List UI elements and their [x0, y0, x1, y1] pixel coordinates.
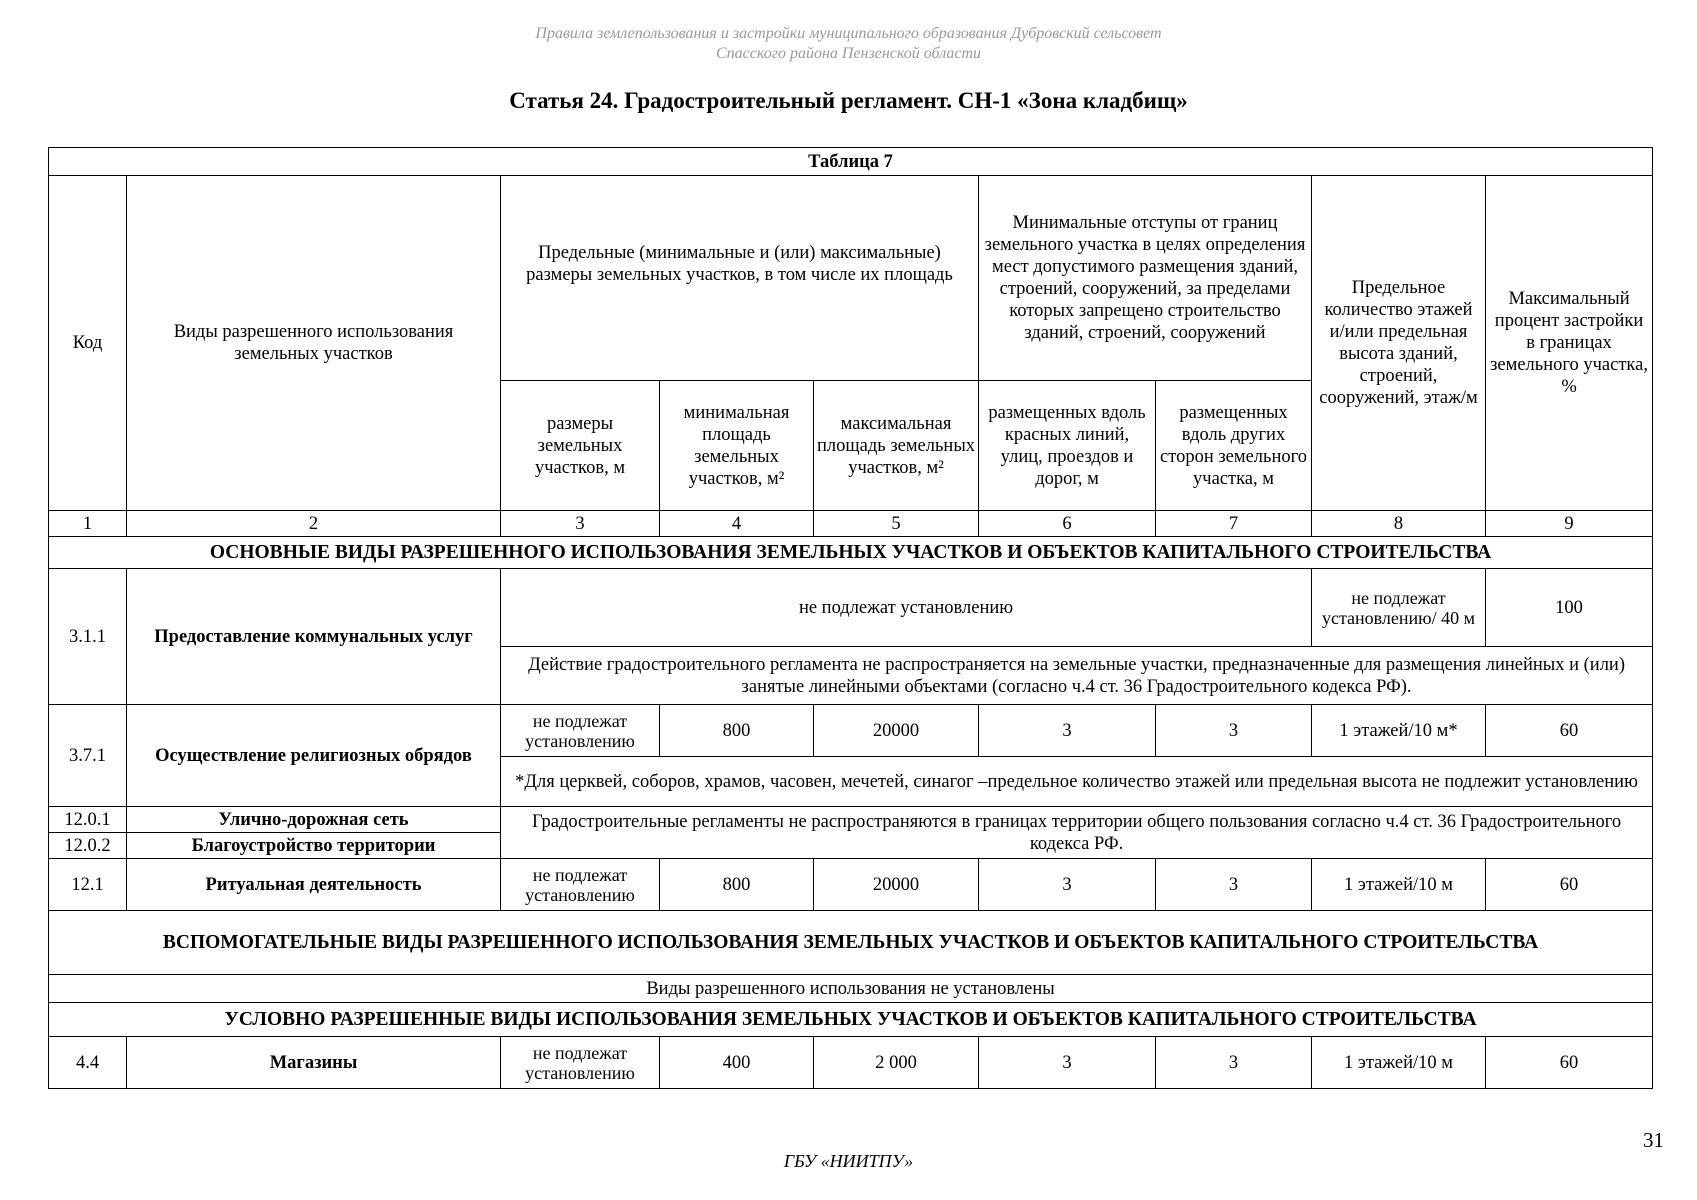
row-name: Улично-дорожная сеть — [127, 807, 501, 833]
row-code: 12.0.2 — [49, 833, 127, 859]
row-code: 12.0.1 — [49, 807, 127, 833]
row-name: Осуществление религиозных обрядов — [127, 705, 501, 807]
header-code: Код — [49, 176, 127, 511]
row-coverage: 60 — [1486, 859, 1653, 911]
row-coverage: 60 — [1486, 1037, 1653, 1089]
aux-note: Виды разрешенного использования не установлены — [49, 975, 1653, 1003]
row-size: не подлежат установлению — [501, 1037, 660, 1089]
row-setback-other: 3 — [1156, 1037, 1312, 1089]
column-number: 4 — [660, 511, 814, 537]
header-min-area: минимальная площадь земельных участков, м² — [660, 381, 814, 511]
row-code: 12.1 — [49, 859, 127, 911]
page-number: 31 — [1643, 1128, 1664, 1152]
row-coverage: 60 — [1486, 705, 1653, 757]
section-cond-heading: УСЛОВНО РАЗРЕШЕННЫЕ ВИДЫ ИСПОЛЬЗОВАНИЯ ЗЕМЕЛЬНЫХ УЧАСТКОВ И ОБЪЕКТОВ КАПИТАЛЬНОГО СТРОИТЕЛЬСТВА — [49, 1003, 1653, 1037]
row-floors: не подлежат установлению/ 40 м — [1312, 569, 1486, 647]
running-header — [0, 24, 1697, 64]
regulation-table — [48, 147, 1653, 1089]
row-max-area: 2 000 — [814, 1037, 979, 1089]
header-setbacks-group: Минимальные отступы от границ земельного участка в целях определения мест допустимого размещения зданий, строений, сооружений, за пределами которых запрещено строительство зданий, строений, сооружений — [979, 176, 1312, 381]
header-sizes-group: Предельные (минимальные и (или) максимальные) размеры земельных участков, в том числе их площадь — [501, 176, 979, 381]
aux-note-row — [49, 975, 1653, 1003]
row-name: Магазины — [127, 1037, 501, 1089]
row-min-area: 800 — [660, 705, 814, 757]
row-name: Ритуальная деятельность — [127, 859, 501, 911]
header-floors: Предельное количество этажей и/или предельная высота зданий, строений, сооружений, этаж/м — [1312, 176, 1486, 511]
running-header-line-1: Правила землепользования и застройки муниципального образования Дубровский сельсовет — [535, 25, 1162, 42]
table-caption-row — [49, 148, 1653, 176]
header-sizes: размеры земельных участков, м — [501, 381, 660, 511]
header-types: Виды разрешенного использования земельных участков — [127, 176, 501, 511]
table-caption: Таблица 7 — [49, 148, 1653, 176]
row-note: Действие градостроительного регламента не распространяется на земельные участки, предназначенные для размещения линейных и (или) занятые линейными объектами (согласно ч.4 ст. 36 Градостроительного кодекса РФ). — [501, 647, 1653, 705]
section-aux-heading: ВСПОМОГАТЕЛЬНЫЕ ВИДЫ РАЗРЕШЕННОГО ИСПОЛЬЗОВАНИЯ ЗЕМЕЛЬНЫХ УЧАСТКОВ И ОБЪЕКТОВ КАПИТАЛЬНОГО СТРОИТЕЛЬСТВА — [49, 911, 1653, 975]
row-min-area: 800 — [660, 859, 814, 911]
header-coverage: Максимальный процент застройки в границах земельного участка, % — [1486, 176, 1653, 511]
row-code: 4.4 — [49, 1037, 127, 1089]
column-number: 8 — [1312, 511, 1486, 537]
article-title: Статья 24. Градостроительный регламент. СН-1 «Зона кладбищ» — [509, 88, 1188, 113]
table-row-12-0-1 — [49, 807, 1653, 833]
table-row-4-4 — [49, 1037, 1653, 1089]
row-code: 3.1.1 — [49, 569, 127, 705]
column-number: 3 — [501, 511, 660, 537]
header-setback-other: размещенных вдоль других сторон земельного участка, м — [1156, 381, 1312, 511]
row-setback-red: 3 — [979, 705, 1156, 757]
row-floors: 1 этажей/10 м — [1312, 1037, 1486, 1089]
row-size: не подлежат установлению — [501, 705, 660, 757]
row-setback-other: 3 — [1156, 859, 1312, 911]
column-numbers-row — [49, 511, 1653, 537]
row-size: не подлежат установлению — [501, 859, 660, 911]
table-row-12-1 — [49, 859, 1653, 911]
column-number: 9 — [1486, 511, 1653, 537]
row-setback-other: 3 — [1156, 705, 1312, 757]
row-coverage: 100 — [1486, 569, 1653, 647]
row-code: 3.7.1 — [49, 705, 127, 807]
running-header-line-2: Спасского района Пензенской области — [715, 45, 982, 62]
row-max-area: 20000 — [814, 859, 979, 911]
row-setback-red: 3 — [979, 1037, 1156, 1089]
section-main-row — [49, 537, 1653, 569]
header-setback-red: размещенных вдоль красных линий, улиц, проездов и дорог, м — [979, 381, 1156, 511]
row-name: Предоставление коммунальных услуг — [127, 569, 501, 705]
row-setback-red: 3 — [979, 859, 1156, 911]
row-min-area: 400 — [660, 1037, 814, 1089]
row-name: Благоустройство территории — [127, 833, 501, 859]
section-aux-row — [49, 911, 1653, 975]
header-max-area: максимальная площадь земельных участков, м² — [814, 381, 979, 511]
row-note: Градостроительные регламенты не распространяются в границах территории общего пользования согласно ч.4 ст. 36 Градостроительного кодекса РФ. — [501, 807, 1653, 859]
column-number: 1 — [49, 511, 127, 537]
column-number: 7 — [1156, 511, 1312, 537]
row-note: *Для церквей, соборов, храмов, часовен, мечетей, синагог –предельное количество этажей или предельная высота не подлежит установлению — [501, 757, 1653, 807]
header-row-1 — [49, 176, 1653, 381]
column-number: 5 — [814, 511, 979, 537]
table-row-3-7-1 — [49, 705, 1653, 757]
row-max-area: 20000 — [814, 705, 979, 757]
table-row-3-1-1 — [49, 569, 1653, 647]
section-main-heading: ОСНОВНЫЕ ВИДЫ РАЗРЕШЕННОГО ИСПОЛЬЗОВАНИЯ ЗЕМЕЛЬНЫХ УЧАСТКОВ И ОБЪЕКТОВ КАПИТАЛЬНОГО СТРОИТЕЛЬСТВА — [49, 537, 1653, 569]
row-floors: 1 этажей/10 м* — [1312, 705, 1486, 757]
section-cond-row — [49, 1003, 1653, 1037]
row-floors: 1 этажей/10 м — [1312, 859, 1486, 911]
footer-organization: ГБУ «НИИТПУ» — [783, 1151, 914, 1171]
row-merged-value: не подлежат установлению — [501, 569, 1312, 647]
column-number: 2 — [127, 511, 501, 537]
column-number: 6 — [979, 511, 1156, 537]
